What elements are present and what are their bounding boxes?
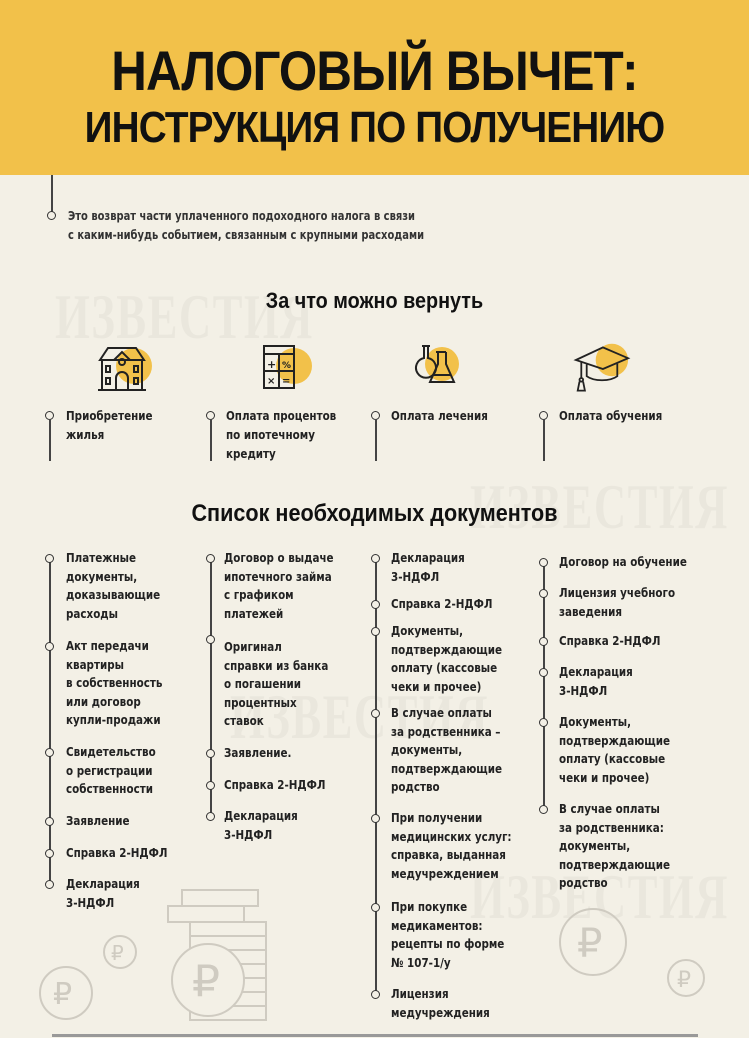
document-item	[559, 553, 687, 572]
intro-line-2: с каким-нибудь событием, связанным с крупными расходами	[68, 228, 425, 242]
timeline-dot	[47, 211, 56, 220]
timeline-line	[543, 562, 545, 808]
text-line: Справка 2-НДФЛ	[66, 845, 168, 860]
timeline-dot	[539, 668, 548, 677]
text-line: В случае оплаты	[559, 801, 660, 816]
text-line: медицинских услуг:	[391, 828, 512, 844]
timeline-dot	[45, 748, 54, 757]
document-item	[66, 875, 140, 912]
text-line: Свидетельство	[66, 744, 156, 759]
text-line: купли-продажи	[66, 712, 161, 727]
ruble-icon: ₽	[577, 921, 603, 967]
timeline-dot	[45, 642, 54, 651]
document-item	[559, 663, 633, 700]
document-item	[391, 622, 502, 696]
document-item	[391, 809, 512, 883]
svg-text:%: %	[282, 361, 292, 371]
coins-illustration-right	[555, 905, 715, 1005]
text-line: справка, выданная	[391, 847, 506, 862]
svg-text:=: =	[282, 376, 291, 387]
document-item	[66, 743, 156, 799]
document-item	[66, 549, 160, 623]
text-line: Справка 2-НДФЛ	[224, 777, 326, 792]
text-line: Декларация	[224, 808, 298, 823]
text-line: подтверждающие	[559, 856, 670, 872]
text-line: При получении	[391, 810, 483, 825]
text-line: процентных	[224, 694, 297, 710]
timeline-dot	[539, 718, 548, 727]
document-item	[391, 985, 490, 1022]
text-line: 3-НДФЛ	[391, 568, 440, 584]
timeline-dot	[371, 709, 380, 718]
timeline-line	[375, 419, 377, 461]
document-item	[391, 595, 493, 614]
categories-heading: За что можно вернуть	[265, 288, 484, 313]
timeline-dot	[371, 990, 380, 999]
timeline-dot	[539, 558, 548, 567]
intro-text	[68, 207, 424, 245]
document-item	[224, 776, 326, 795]
document-item	[66, 812, 130, 831]
graduation-cap-icon	[572, 342, 632, 396]
text-line: заведения	[559, 603, 622, 619]
timeline-line	[543, 419, 545, 461]
text-line: оплату (кассовые	[559, 751, 666, 766]
house-icon	[96, 342, 156, 396]
text-line: чеки и прочее)	[391, 678, 482, 694]
timeline-dot	[539, 805, 548, 814]
timeline-dot	[206, 635, 215, 644]
text-line: с графиком	[224, 587, 294, 602]
timeline-line	[375, 558, 377, 994]
document-item	[66, 637, 162, 730]
text-line: доказывающие	[66, 587, 161, 602]
category-label: Оплата обучения	[559, 408, 663, 423]
text-line: расходы	[66, 605, 119, 621]
text-line: за родственника –	[391, 723, 501, 739]
timeline-dot	[206, 781, 215, 790]
document-item	[224, 638, 328, 731]
ruble-icon: ₽	[53, 977, 73, 1012]
timeline-dot	[371, 903, 380, 912]
text-line: платежей	[224, 605, 284, 621]
text-line: Лицензия	[391, 986, 449, 1001]
text-line: или договор	[66, 693, 141, 709]
text-line: рецепты по форме	[391, 936, 505, 951]
text-line: о регистрации	[66, 762, 153, 778]
timeline-dot	[45, 880, 54, 889]
text-line: собственности	[66, 781, 153, 796]
flasks-icon	[414, 342, 474, 396]
document-item	[66, 844, 168, 863]
timeline-dot	[371, 554, 380, 563]
timeline-line	[51, 175, 53, 213]
text-line: Справка 2-НДФЛ	[391, 596, 493, 611]
ruble-icon: ₽	[677, 968, 691, 993]
text-line: подтверждающие	[559, 732, 670, 748]
category-label: кредиту	[226, 446, 276, 461]
timeline-line	[49, 558, 51, 886]
timeline-dot	[206, 812, 215, 821]
timeline-dot	[371, 814, 380, 823]
text-line: Документы,	[559, 714, 632, 729]
text-line: ставок	[224, 713, 264, 728]
timeline-line	[210, 558, 212, 816]
text-line: подтверждающие	[391, 760, 502, 776]
svg-text:×: ×	[267, 376, 276, 387]
document-item	[559, 584, 675, 621]
bottom-divider	[52, 1034, 698, 1037]
text-line: в собственность	[66, 675, 163, 690]
text-line: документы,	[391, 742, 463, 757]
text-line: Декларация	[391, 550, 465, 565]
intro-line-1: Это возврат части уплаченного подоходного налога в связи	[68, 209, 415, 223]
document-item	[224, 549, 334, 623]
timeline-dot	[206, 554, 215, 563]
document-item	[559, 800, 670, 893]
text-line: При покупке	[391, 899, 468, 914]
text-line: родство	[559, 875, 608, 890]
document-item	[391, 898, 504, 972]
text-line: 3-НДФЛ	[559, 682, 608, 698]
text-line: Договор о выдаче	[224, 550, 334, 565]
timeline-dot	[539, 589, 548, 598]
text-line: справки из банка	[224, 657, 329, 673]
text-line: медучреждения	[391, 1004, 490, 1020]
text-line: родство	[391, 779, 440, 794]
text-line: оплату (кассовые	[391, 660, 498, 675]
category-education	[559, 406, 662, 425]
category-mortgage	[226, 406, 336, 463]
ruble-icon: ₽	[192, 956, 220, 1007]
text-line: документы,	[66, 568, 138, 584]
svg-text:+: +	[267, 358, 277, 371]
text-line: 3-НДФЛ	[224, 826, 273, 842]
text-line: чеки и прочее)	[559, 769, 650, 785]
text-line: Оригинал	[224, 639, 282, 654]
category-housing	[66, 406, 153, 444]
timeline-dot	[371, 627, 380, 636]
text-line: медикаментов:	[391, 917, 483, 933]
text-line: квартиры	[66, 656, 124, 672]
document-item	[391, 704, 502, 797]
text-line: за родственника:	[559, 819, 664, 835]
calculator-icon	[258, 342, 318, 396]
document-item	[559, 632, 661, 651]
text-line: подтверждающие	[391, 641, 502, 657]
timeline-line	[210, 419, 212, 461]
text-line: Платежные	[66, 550, 137, 565]
category-label: Приобретение	[66, 408, 153, 423]
category-label: Оплата лечения	[391, 408, 488, 423]
document-item	[391, 549, 465, 586]
timeline-dot	[45, 554, 54, 563]
text-line: № 107-1/у	[391, 954, 451, 970]
category-label: жилья	[66, 427, 105, 442]
page-subtitle: ИНСТРУКЦИЯ ПО ПОЛУЧЕНИЮ	[84, 103, 665, 152]
category-label: по ипотечному	[226, 427, 315, 442]
text-line: В случае оплаты	[391, 705, 492, 720]
text-line: Декларация	[559, 664, 633, 679]
document-item	[224, 744, 291, 763]
text-line: медучреждением	[391, 865, 499, 881]
timeline-line	[49, 419, 51, 461]
timeline-dot	[45, 817, 54, 826]
timeline-dot	[539, 637, 548, 646]
text-line: Справка 2-НДФЛ	[559, 633, 661, 648]
document-item	[559, 713, 670, 787]
page-title: НАЛОГОВЫЙ ВЫЧЕТ:	[111, 39, 638, 102]
text-line: Лицензия учебного	[559, 585, 676, 600]
text-line: Заявление.	[224, 745, 292, 760]
text-line: 3-НДФЛ	[66, 894, 115, 910]
category-label: Оплата процентов	[226, 408, 337, 423]
timeline-dot	[45, 849, 54, 858]
text-line: о погашении	[224, 676, 302, 691]
text-line: документы,	[559, 838, 631, 853]
document-item	[224, 807, 298, 844]
timeline-dot	[206, 749, 215, 758]
text-line: Заявление	[66, 813, 130, 828]
timeline-dot	[371, 600, 380, 609]
text-line: ипотечного займа	[224, 568, 332, 584]
documents-heading: Список необходимых документов	[191, 500, 558, 527]
text-line: Акт передачи	[66, 638, 149, 653]
text-line: Договор на обучение	[559, 554, 687, 569]
ruble-icon: ₽	[111, 941, 124, 965]
text-line: Декларация	[66, 876, 140, 891]
text-line: Документы,	[391, 623, 464, 638]
category-treatment	[391, 406, 488, 425]
